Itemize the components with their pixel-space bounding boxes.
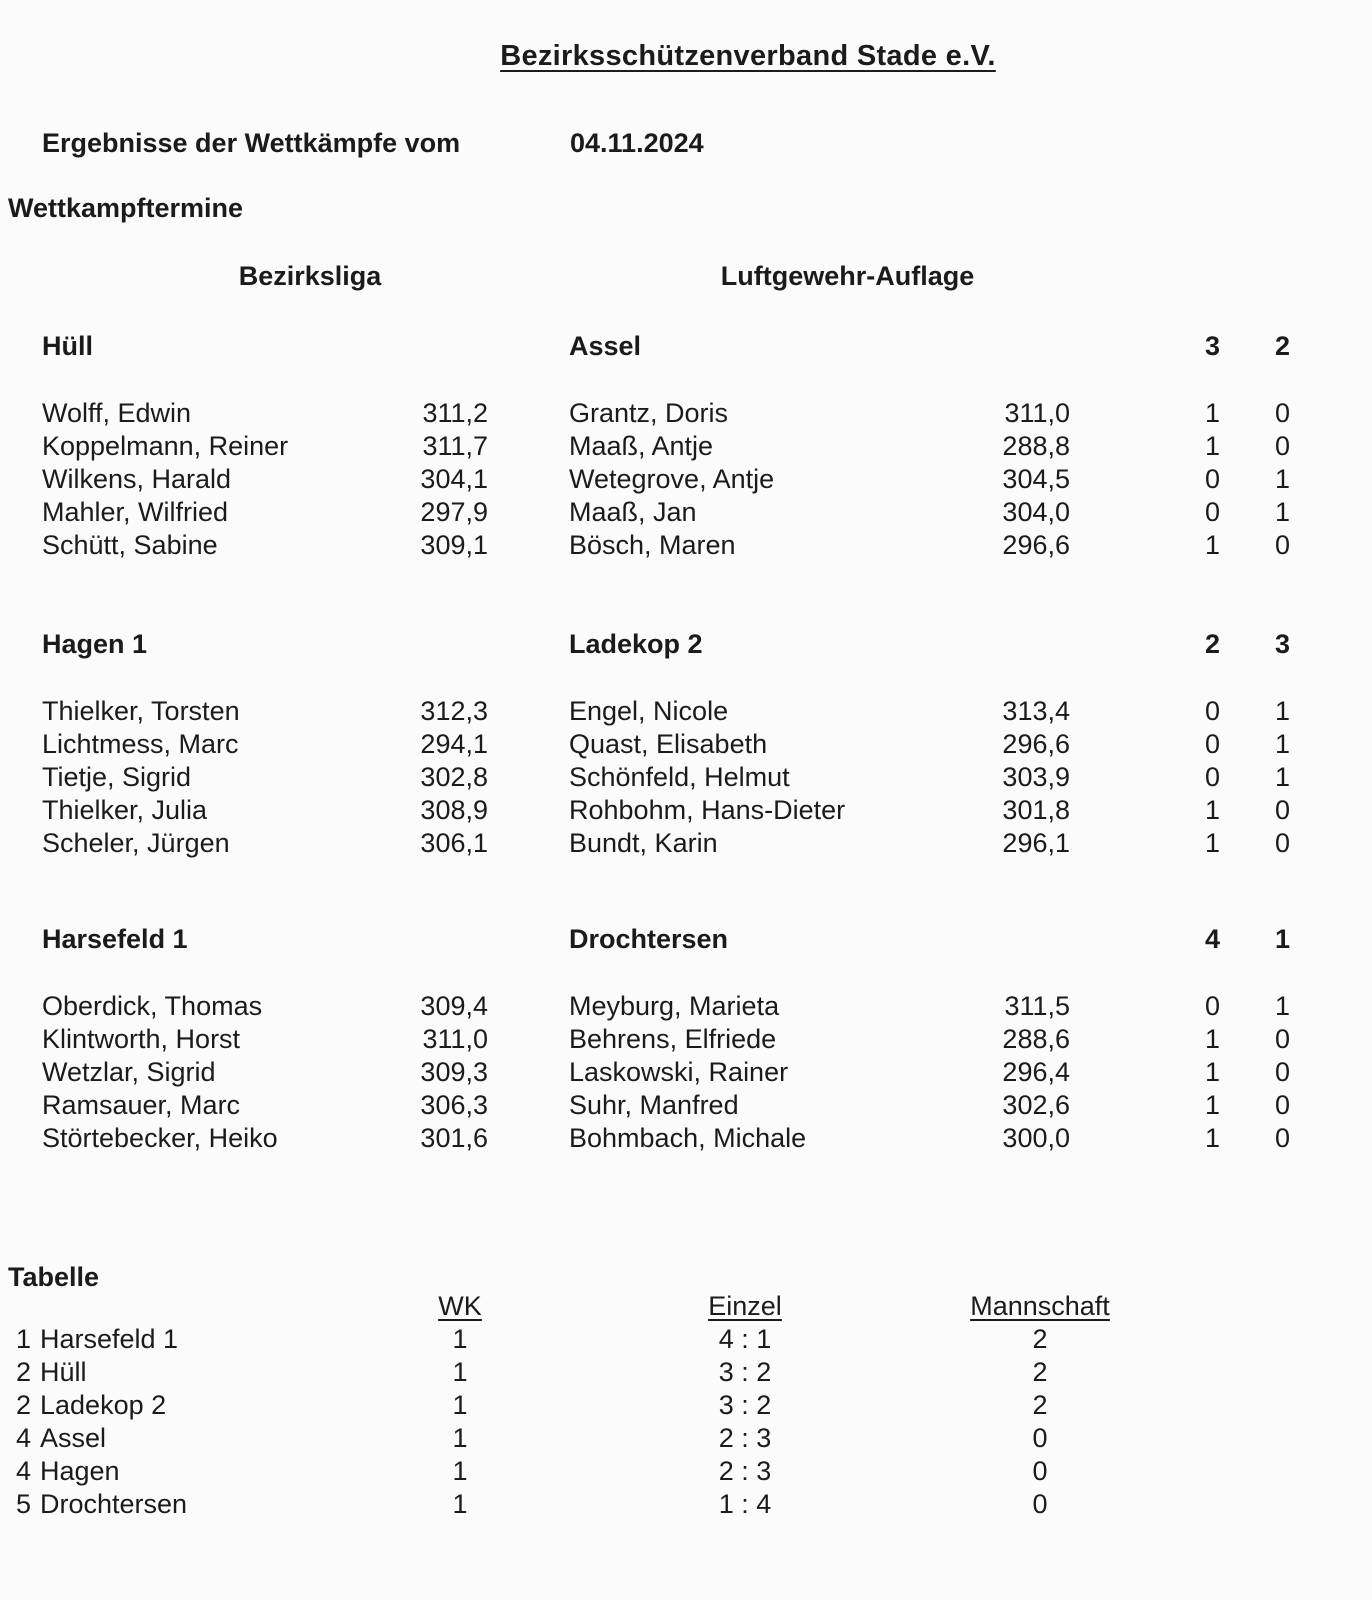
home-player-result: 308,9 [420, 795, 488, 825]
pairing-row [42, 430, 1310, 463]
standings-column-headers [8, 1290, 1168, 1323]
home-player-name: Tietje, Sigrid [42, 762, 192, 792]
standings-row [8, 1422, 1168, 1455]
pairing-row [42, 761, 1310, 794]
away-player-name: Bundt, Karin [569, 828, 718, 858]
standings-einzel-value: 2 : 3 [718, 1423, 772, 1453]
home-point: 1 [1204, 828, 1221, 858]
away-player-result: 304,5 [1002, 464, 1070, 494]
away-team-name: Assel [569, 331, 642, 361]
away-point: 0 [1274, 1090, 1291, 1120]
away-player-name: Bohmbach, Michale [569, 1123, 807, 1153]
league-header-left: Bezirksliga [238, 261, 382, 291]
away-player-result: 300,0 [1002, 1123, 1070, 1153]
away-player-result: 296,6 [1002, 530, 1070, 560]
away-player-name: Grantz, Doris [569, 398, 729, 428]
home-player-result: 309,4 [420, 991, 488, 1021]
standings-row [8, 1356, 1168, 1389]
home-player-name: Klintworth, Horst [42, 1024, 241, 1054]
away-player-result: 296,1 [1002, 828, 1070, 858]
standings-team-name: Ladekop 2 [40, 1390, 167, 1420]
standings-section [8, 1264, 1168, 1521]
standings-rank: 2 [16, 1390, 32, 1420]
away-player-name: Meyburg, Marieta [569, 991, 780, 1021]
pairing-row [42, 695, 1310, 728]
home-player-result: 311,0 [422, 1024, 488, 1054]
away-player-name: Behrens, Elfriede [569, 1024, 777, 1054]
standings-wk-value: 1 [452, 1390, 468, 1420]
standings-rank: 5 [16, 1489, 32, 1519]
away-player-result: 296,6 [1002, 729, 1070, 759]
away-team-name: Drochtersen [569, 924, 729, 954]
col-header-mannschaft [930, 1290, 1150, 1323]
away-team-points: 1 [1274, 924, 1291, 954]
away-player-result: 288,6 [1002, 1024, 1070, 1054]
home-team-points: 2 [1204, 629, 1221, 659]
home-player-name: Thielker, Julia [42, 795, 208, 825]
results-label: Ergebnisse der Wettkämpfe vom [42, 128, 461, 158]
away-player-name: Wetegrove, Antje [569, 464, 775, 494]
away-player-result: 304,0 [1002, 497, 1070, 527]
home-player-result: 294,1 [420, 729, 488, 759]
away-player-name: Bösch, Maren [569, 530, 736, 560]
home-player-name: Oberdick, Thomas [42, 991, 263, 1021]
home-player-result: 306,1 [420, 828, 488, 858]
away-player-name: Quast, Elisabeth [569, 729, 768, 759]
home-point: 1 [1204, 1090, 1221, 1120]
home-player-name: Thielker, Torsten [42, 696, 240, 726]
standings-einzel-value: 4 : 1 [718, 1324, 772, 1354]
pairing-rows [42, 397, 1310, 562]
standings-einzel-value: 2 : 3 [718, 1456, 772, 1486]
results-date: 04.11.2024 [570, 128, 704, 158]
away-point: 0 [1274, 795, 1291, 825]
away-player-name: Schönfeld, Helmut [569, 762, 790, 792]
home-point: 0 [1204, 729, 1221, 759]
pairing-row [42, 1122, 1310, 1155]
match-block-huell-assel [42, 330, 1310, 562]
pairing-row [42, 728, 1310, 761]
standings-mannschaft-value: 2 [1032, 1390, 1048, 1420]
home-player-name: Mahler, Wilfried [42, 497, 229, 527]
away-player-result: 313,4 [1002, 696, 1070, 726]
standings-wk-value: 1 [452, 1324, 468, 1354]
home-point: 0 [1204, 991, 1221, 1021]
col-header-wk [360, 1290, 560, 1323]
standings-mannschaft-value: 0 [1032, 1489, 1048, 1519]
standings-row [8, 1389, 1168, 1422]
away-player-name: Engel, Nicole [569, 696, 729, 726]
home-player-name: Wolff, Edwin [42, 398, 192, 428]
away-player-result: 296,4 [1002, 1057, 1070, 1087]
home-point: 1 [1204, 1024, 1221, 1054]
away-team-points: 3 [1274, 629, 1291, 659]
pairing-row [42, 397, 1310, 430]
away-player-result: 301,8 [1002, 795, 1070, 825]
home-player-name: Wilkens, Harald [42, 464, 232, 494]
standings-team-cell [8, 1389, 360, 1422]
away-point: 0 [1274, 530, 1291, 560]
home-player-result: 309,3 [420, 1057, 488, 1087]
home-point: 0 [1204, 464, 1221, 494]
pairing-row [42, 794, 1310, 827]
home-player-result: 311,7 [422, 431, 488, 461]
pairing-row [42, 1089, 1310, 1122]
standings-team-name: Hagen [40, 1456, 120, 1486]
home-player-name: Wetzlar, Sigrid [42, 1057, 216, 1087]
away-player-name: Maaß, Jan [569, 497, 697, 527]
away-point: 0 [1274, 1024, 1291, 1054]
home-player-name: Schütt, Sabine [42, 530, 218, 560]
standings-wk-value: 1 [452, 1456, 468, 1486]
away-point: 0 [1274, 398, 1291, 428]
standings-rank: 4 [16, 1456, 32, 1486]
home-point: 1 [1204, 431, 1221, 461]
home-point: 0 [1204, 762, 1221, 792]
match-block-harsefeld-drochtersen [42, 923, 1310, 1155]
document-header [124, 40, 1372, 73]
standings-rank: 2 [16, 1357, 32, 1387]
standings-row [8, 1488, 1168, 1521]
home-point: 1 [1204, 398, 1221, 428]
standings-team-cell [8, 1422, 360, 1455]
pairing-row [42, 496, 1310, 529]
away-point: 1 [1274, 729, 1291, 759]
standings-einzel-value: 3 : 2 [718, 1357, 772, 1387]
away-player-result: 311,5 [1004, 991, 1070, 1021]
standings-mannschaft-value: 0 [1032, 1456, 1048, 1486]
col-header-einzel-label: Einzel [708, 1291, 782, 1321]
away-player-name: Rohbohm, Hans-Dieter [569, 795, 846, 825]
away-point: 0 [1274, 431, 1291, 461]
home-player-name: Koppelmann, Reiner [42, 431, 289, 461]
match-header [42, 330, 1310, 363]
pairing-rows [42, 990, 1310, 1155]
pairing-row [42, 990, 1310, 1023]
away-point: 0 [1274, 1123, 1291, 1153]
home-player-result: 297,9 [420, 497, 488, 527]
standings-team-cell [8, 1488, 360, 1521]
home-team-points: 3 [1204, 331, 1221, 361]
away-point: 1 [1274, 762, 1291, 792]
standings-rank: 1 [16, 1324, 32, 1354]
home-player-result: 309,1 [420, 530, 488, 560]
league-header-right: Luftgewehr-Auflage [720, 261, 975, 291]
pairing-rows [42, 695, 1310, 860]
away-player-result: 311,0 [1004, 398, 1070, 428]
away-point: 1 [1274, 497, 1291, 527]
standings-team-name: Drochtersen [40, 1489, 188, 1519]
away-player-name: Suhr, Manfred [569, 1090, 739, 1120]
standings-heading: Tabelle [8, 1262, 100, 1292]
pairing-row [42, 529, 1310, 562]
home-point: 0 [1204, 696, 1221, 726]
standings-mannschaft-value: 2 [1032, 1324, 1048, 1354]
home-point: 1 [1204, 795, 1221, 825]
standings-team-name: Assel [40, 1423, 107, 1453]
home-player-result: 301,6 [420, 1123, 488, 1153]
away-point: 0 [1274, 828, 1291, 858]
standings-mannschaft-value: 0 [1032, 1423, 1048, 1453]
page-title: Bezirksschützenverband Stade e.V. [500, 40, 996, 72]
home-team-name: Hüll [42, 331, 93, 361]
standings-wk-value: 1 [452, 1357, 468, 1387]
standings-wk-value: 1 [452, 1423, 468, 1453]
home-player-result: 306,3 [420, 1090, 488, 1120]
away-player-result: 288,8 [1002, 431, 1070, 461]
away-point: 1 [1274, 696, 1291, 726]
col-header-wk-label: WK [438, 1291, 482, 1321]
away-team-points: 2 [1274, 331, 1291, 361]
home-point: 1 [1204, 1123, 1221, 1153]
standings-team-cell [8, 1455, 360, 1488]
home-point: 1 [1204, 530, 1221, 560]
pairing-row [42, 827, 1310, 860]
home-player-result: 304,1 [420, 464, 488, 494]
col-header-einzel [560, 1290, 930, 1323]
section-heading: Wettkampftermine [8, 193, 244, 223]
match-header [42, 923, 1310, 956]
away-point: 1 [1274, 991, 1291, 1021]
home-team-name: Hagen 1 [42, 629, 148, 659]
pairing-row [42, 1056, 1310, 1089]
home-team-points: 4 [1204, 924, 1221, 954]
away-point: 1 [1274, 464, 1291, 494]
standings-wk-value: 1 [452, 1489, 468, 1519]
home-player-result: 312,3 [420, 696, 488, 726]
pairing-row [42, 1023, 1310, 1056]
standings-team-name: Harsefeld 1 [40, 1324, 179, 1354]
standings-rows [8, 1323, 1168, 1521]
standings-einzel-value: 3 : 2 [718, 1390, 772, 1420]
league-header-row [0, 260, 1372, 293]
away-player-result: 302,6 [1002, 1090, 1070, 1120]
standings-row [8, 1323, 1168, 1356]
home-point: 0 [1204, 497, 1221, 527]
home-player-name: Ramsauer, Marc [42, 1090, 241, 1120]
away-point: 0 [1274, 1057, 1291, 1087]
standings-team-cell [8, 1356, 360, 1389]
away-player-name: Maaß, Antje [569, 431, 714, 461]
pairing-row [42, 463, 1310, 496]
home-player-result: 302,8 [420, 762, 488, 792]
standings-mannschaft-value: 2 [1032, 1357, 1048, 1387]
home-player-name: Scheler, Jürgen [42, 828, 230, 858]
home-point: 1 [1204, 1057, 1221, 1087]
away-player-name: Laskowski, Rainer [569, 1057, 789, 1087]
match-header [42, 628, 1310, 661]
standings-rank: 4 [16, 1423, 32, 1453]
away-team-name: Ladekop 2 [569, 629, 703, 659]
home-team-name: Harsefeld 1 [42, 924, 188, 954]
standings-team-name: Hüll [40, 1357, 87, 1387]
home-player-name: Störtebecker, Heiko [42, 1123, 278, 1153]
results-line [0, 126, 1372, 160]
col-header-mannschaft-label: Mannschaft [970, 1291, 1110, 1321]
home-player-result: 311,2 [422, 398, 488, 428]
home-player-name: Lichtmess, Marc [42, 729, 239, 759]
match-block-hagen-ladekop [42, 628, 1310, 860]
standings-row [8, 1455, 1168, 1488]
standings-einzel-value: 1 : 4 [718, 1489, 772, 1519]
away-player-result: 303,9 [1002, 762, 1070, 792]
standings-team-cell [8, 1323, 360, 1356]
